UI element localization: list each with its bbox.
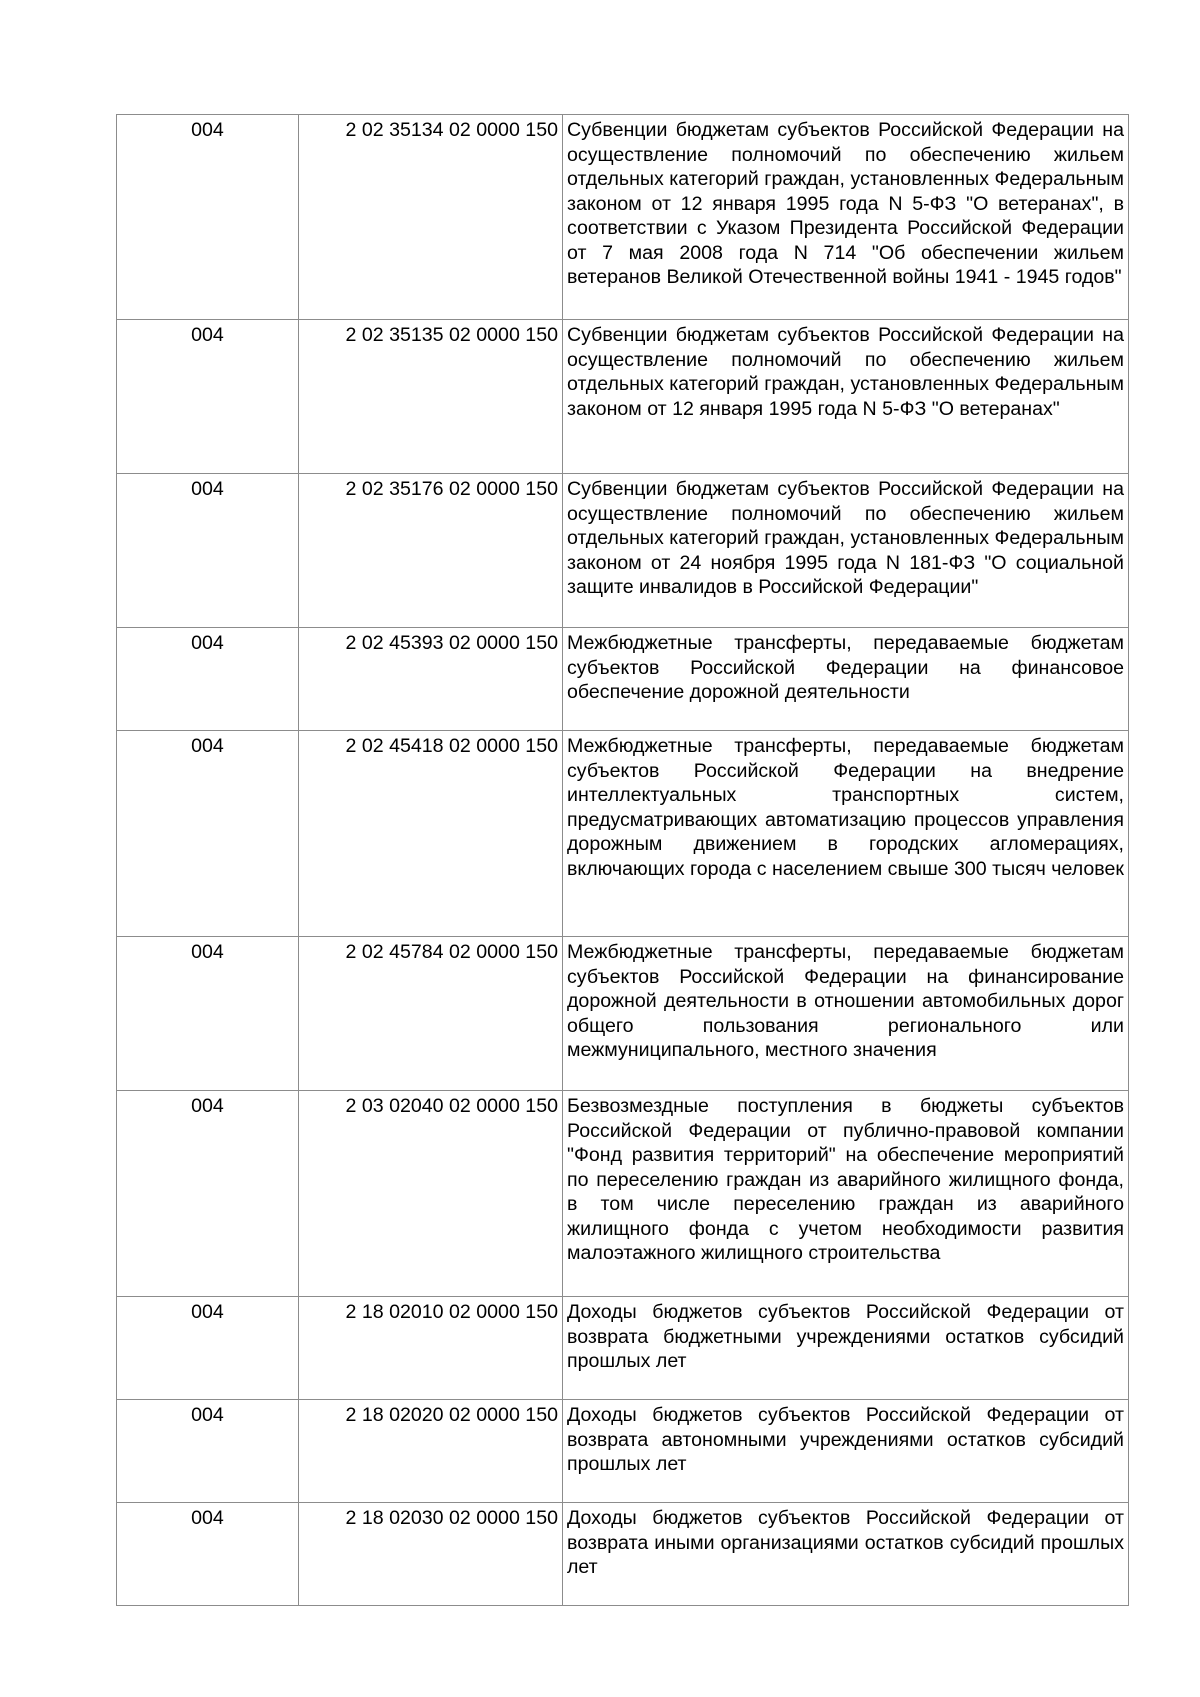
budget-classification-table (116, 114, 1129, 1606)
table-row (117, 1503, 1129, 1606)
income-name-cell: Субвенции бюджетам субъектов Российской Федерации на осуществление полномочий по обеспечению жильем отдельных категорий граждан, установленных Федеральным законом от 12 января 1995 года N 5-ФЗ "О ветеранах", в соответствии с Указом Президента Российской Федерации от 7 мая 2008 года N 714 "Об обеспечении жильем ветеранов Великой Отечественной войны 1941 - 1945 годов" (563, 115, 1129, 320)
table-row (117, 1297, 1129, 1400)
income-name-cell: Межбюджетные трансферты, передаваемые бюджетам субъектов Российской Федерации на финансирование дорожной деятельности в отношении автомобильных дорог общего пользования регионального или межмуниципального, местного значения (563, 937, 1129, 1091)
admin-code-cell: 004 (117, 1091, 299, 1297)
admin-code-cell: 004 (117, 1503, 299, 1606)
income-code-cell: 2 03 02040 02 0000 150 (299, 1091, 563, 1297)
table-row (117, 731, 1129, 937)
table-row (117, 474, 1129, 628)
income-name-cell: Доходы бюджетов субъектов Российской Федерации от возврата иными организациями остатков субсидий прошлых лет (563, 1503, 1129, 1606)
admin-code-cell: 004 (117, 320, 299, 474)
income-name-cell: Субвенции бюджетам субъектов Российской Федерации на осуществление полномочий по обеспечению жильем отдельных категорий граждан, установленных Федеральным законом от 24 ноября 1995 года N 181-ФЗ "О социальной защите инвалидов в Российской Федерации" (563, 474, 1129, 628)
admin-code-cell: 004 (117, 937, 299, 1091)
income-code-cell: 2 02 35135 02 0000 150 (299, 320, 563, 474)
admin-code-cell: 004 (117, 474, 299, 628)
income-name-cell: Межбюджетные трансферты, передаваемые бюджетам субъектов Российской Федерации на финансовое обеспечение дорожной деятельности (563, 628, 1129, 731)
income-name-cell: Доходы бюджетов субъектов Российской Федерации от возврата автономными учреждениями остатков субсидий прошлых лет (563, 1400, 1129, 1503)
table-row (117, 320, 1129, 474)
table-row (117, 1091, 1129, 1297)
income-name-cell: Субвенции бюджетам субъектов Российской Федерации на осуществление полномочий по обеспечению жильем отдельных категорий граждан, установленных Федеральным законом от 12 января 1995 года N 5-ФЗ "О ветеранах" (563, 320, 1129, 474)
income-name-cell: Межбюджетные трансферты, передаваемые бюджетам субъектов Российской Федерации на внедрение интеллектуальных транспортных систем, предусматривающих автоматизацию процессов управления дорожным движением в городских агломерациях, включающих города с населением свыше 300 тысяч человек (563, 731, 1129, 937)
income-name-cell: Доходы бюджетов субъектов Российской Федерации от возврата бюджетными учреждениями остатков субсидий прошлых лет (563, 1297, 1129, 1400)
income-code-cell: 2 02 45393 02 0000 150 (299, 628, 563, 731)
table-row (117, 937, 1129, 1091)
income-code-cell: 2 02 35134 02 0000 150 (299, 115, 563, 320)
admin-code-cell: 004 (117, 628, 299, 731)
table-row (117, 1400, 1129, 1503)
admin-code-cell: 004 (117, 115, 299, 320)
income-code-cell: 2 18 02030 02 0000 150 (299, 1503, 563, 1606)
income-name-cell: Безвозмездные поступления в бюджеты субъектов Российской Федерации от публично-правовой компании "Фонд развития территорий" на обеспечение мероприятий по переселению граждан из аварийного жилищного фонда, в том числе переселению граждан из аварийного жилищного фонда с учетом необходимости развития малоэтажного жилищного строительства (563, 1091, 1129, 1297)
income-code-cell: 2 02 45784 02 0000 150 (299, 937, 563, 1091)
table-row (117, 628, 1129, 731)
admin-code-cell: 004 (117, 731, 299, 937)
income-code-cell: 2 18 02010 02 0000 150 (299, 1297, 563, 1400)
admin-code-cell: 004 (117, 1297, 299, 1400)
income-code-cell: 2 18 02020 02 0000 150 (299, 1400, 563, 1503)
income-code-cell: 2 02 45418 02 0000 150 (299, 731, 563, 937)
table-row (117, 115, 1129, 320)
admin-code-cell: 004 (117, 1400, 299, 1503)
income-code-cell: 2 02 35176 02 0000 150 (299, 474, 563, 628)
